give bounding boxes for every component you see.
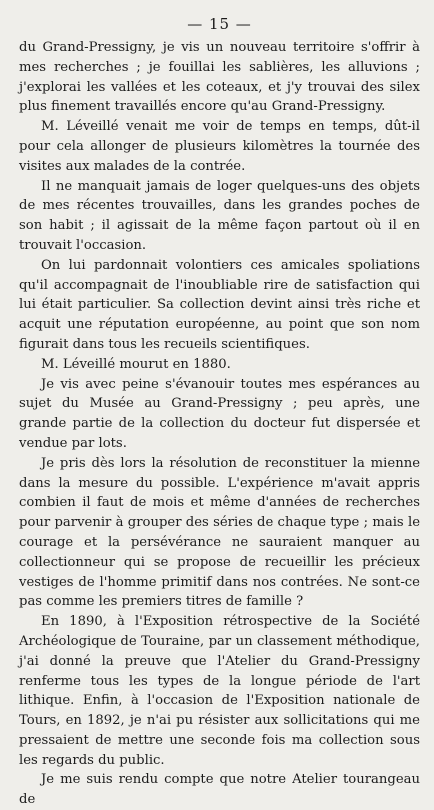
page-number: — 15 — [187, 15, 252, 33]
paragraph-museum: Je vis avec peine s'évanouir toutes mes espérances au sujet du Musée au Grand-Pressigny ; peu après, une grande partie de la collection du docteur fut dispersée et vendue par lots. [19, 376, 420, 451]
paragraph-pockets: Il ne manquait jamais de loger quelques-uns des objets de mes récentes trouvailles, dans les grandes poches de son habit ; il agissait de la même façon partout où il en trouvait l'occasion. [19, 178, 420, 253]
paragraph-resolution: Je pris dès lors la résolution de reconstituer la mienne dans la mesure du possible. L'expérience m'avait appris combien il faut de mois et même d'années de recherches pour parvenir à grouper des séries de chaque type ; mais le courage et la persévérance ne sauraient manquer au collectionneur qui se propose de recueillir les précieux vestiges de l'homme primitif dans nos contrées. Ne sont-ce pas comme les premiers titres de famille ? [19, 455, 420, 610]
paragraph-spoliations: On lui pardonnait volontiers ces amicales spoliations qu'il accompagnait de l'inoubliable rire de satisfaction qui lui était particulier. Sa collection devint ainsi très riche et acquit une réputation européenne, au point que son nom figurait dans tous les recueils scientifiques. [19, 257, 420, 352]
body-text [19, 38, 420, 810]
paragraph-continuation: du Grand-Pressigny, je vis un nouveau territoire s'offrir à mes recherches ; je fouillai les sablières, les alluvions ; j'explorai les vallées et les coteaux, et j'y trouvai des silex plus finement travaillés encore qu'au Grand-Pressigny. [19, 40, 420, 115]
paragraph-exposition: En 1890, à l'Exposition rétrospective de la Société Archéologique de Touraine, par un classement méthodique, j'ai donné la preuve que l'Atelier du Grand-Pressigny renferme tous les types de la longue période de l'art lithique. Enfin, à l'occasion de l'Exposition nationale de Tours, en 1892, je n'ai pu résister aux sollicitations qui me pressaient de mettre une seconde fois ma collection sous les regards du public. [19, 614, 420, 768]
paragraph-leveille-visits: M. Léveillé venait me voir de temps en temps, dût-il pour cela allonger de plusieurs kilomètres la tournée des visites aux malades de la contrée. [19, 119, 420, 174]
paragraph-death: M. Léveillé mourut en 1880. [41, 356, 231, 372]
paragraph-atelier: Je me suis rendu compte que notre Atelier tourangeau de [19, 772, 420, 808]
